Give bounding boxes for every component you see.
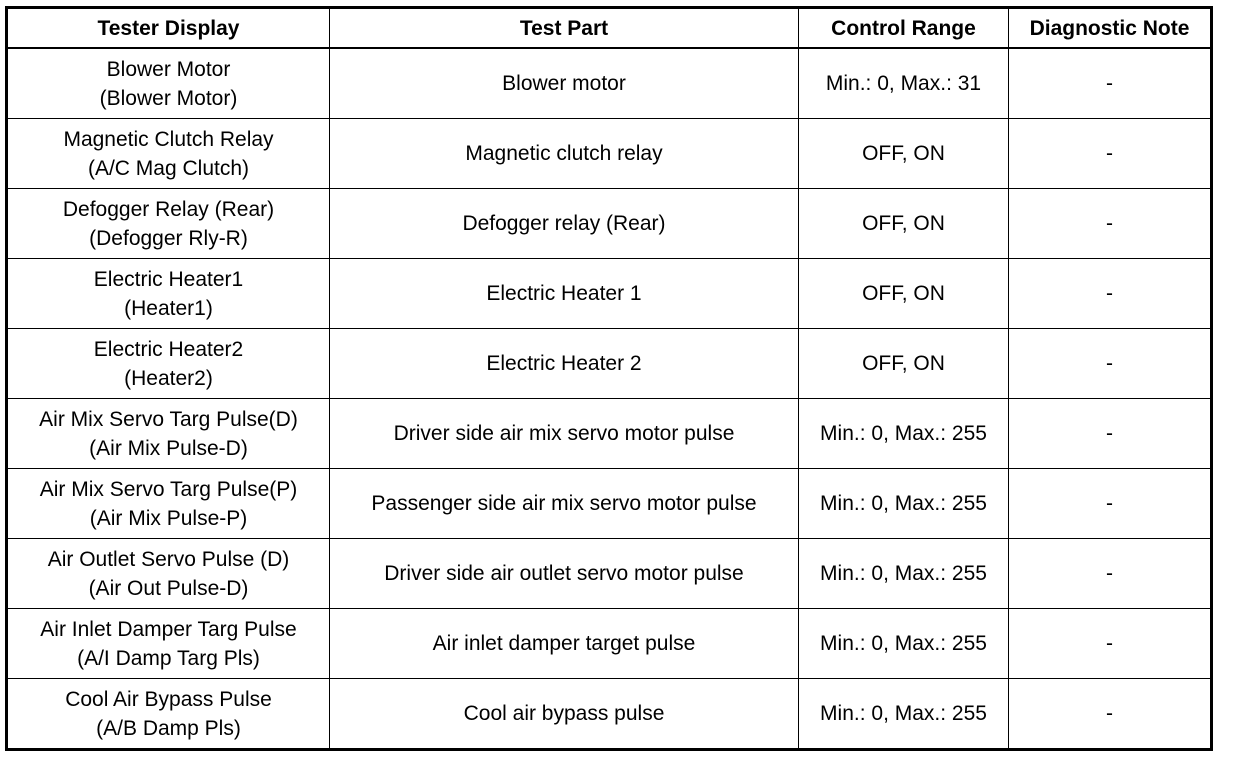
- cell-control-range: OFF, ON: [799, 259, 1009, 329]
- cell-tester-display: [7, 679, 330, 750]
- cell-diagnostic-note: -: [1009, 259, 1212, 329]
- cell-control-range: Min.: 0, Max.: 255: [799, 539, 1009, 609]
- table-row: [7, 329, 1212, 399]
- cell-tester-display: [7, 119, 330, 189]
- tester-display-name: Defogger Relay (Rear): [62, 197, 275, 221]
- cell-control-range: Min.: 0, Max.: 31: [799, 48, 1009, 119]
- cell-control-range: Min.: 0, Max.: 255: [799, 609, 1009, 679]
- header-control-range: Control Range: [799, 8, 1009, 49]
- cell-tester-display: [7, 48, 330, 119]
- tester-display-abbreviation: (A/C Mag Clutch): [87, 156, 250, 180]
- table-row: [7, 189, 1212, 259]
- table-header: [7, 8, 1212, 49]
- cell-test-part: Electric Heater 2: [330, 329, 799, 399]
- tester-display-name: Electric Heater1: [93, 267, 244, 291]
- table-row: [7, 609, 1212, 679]
- diagnostic-table: [5, 6, 1213, 751]
- table-row: [7, 259, 1212, 329]
- tester-display-name: Magnetic Clutch Relay: [63, 127, 274, 151]
- tester-display-abbreviation: (Air Mix Pulse-P): [89, 506, 248, 530]
- cell-control-range: OFF, ON: [799, 329, 1009, 399]
- cell-diagnostic-note: -: [1009, 469, 1212, 539]
- cell-test-part: Magnetic clutch relay: [330, 119, 799, 189]
- cell-tester-display: [7, 189, 330, 259]
- cell-tester-display: [7, 609, 330, 679]
- table-row: [7, 119, 1212, 189]
- table-row: [7, 539, 1212, 609]
- tester-display-abbreviation: (Air Mix Pulse-D): [89, 436, 248, 460]
- cell-tester-display: [7, 469, 330, 539]
- cell-diagnostic-note: -: [1009, 329, 1212, 399]
- cell-diagnostic-note: -: [1009, 48, 1212, 119]
- header-row: [7, 8, 1212, 49]
- tester-display-abbreviation: (Heater2): [124, 366, 213, 390]
- cell-test-part: Passenger side air mix servo motor pulse: [330, 469, 799, 539]
- cell-control-range: Min.: 0, Max.: 255: [799, 679, 1009, 750]
- cell-control-range: Min.: 0, Max.: 255: [799, 399, 1009, 469]
- tester-display-abbreviation: (Heater1): [124, 296, 213, 320]
- header-test-part: Test Part: [330, 8, 799, 49]
- table-row: [7, 469, 1212, 539]
- table-row: [7, 399, 1212, 469]
- tester-display-name: Cool Air Bypass Pulse: [65, 687, 272, 711]
- tester-display-abbreviation: (A/B Damp Pls): [96, 716, 241, 740]
- tester-display-abbreviation: (Defogger Rly-R): [89, 226, 248, 250]
- cell-test-part: Driver side air mix servo motor pulse: [330, 399, 799, 469]
- table-row: [7, 48, 1212, 119]
- table-body: [7, 48, 1212, 750]
- cell-test-part: Defogger relay (Rear): [330, 189, 799, 259]
- cell-test-part: Blower motor: [330, 48, 799, 119]
- tester-display-name: Blower Motor: [106, 57, 231, 81]
- cell-diagnostic-note: -: [1009, 119, 1212, 189]
- cell-diagnostic-note: -: [1009, 539, 1212, 609]
- cell-test-part: Electric Heater 1: [330, 259, 799, 329]
- tester-display-abbreviation: (Blower Motor): [99, 86, 238, 110]
- cell-test-part: Cool air bypass pulse: [330, 679, 799, 750]
- cell-test-part: Air inlet damper target pulse: [330, 609, 799, 679]
- tester-display-name: Air Mix Servo Targ Pulse(D): [39, 407, 298, 431]
- cell-diagnostic-note: -: [1009, 399, 1212, 469]
- tester-display-name: Air Mix Servo Targ Pulse(P): [39, 477, 298, 501]
- cell-tester-display: [7, 539, 330, 609]
- cell-tester-display: [7, 399, 330, 469]
- tester-display-name: Air Inlet Damper Targ Pulse: [40, 617, 297, 641]
- cell-control-range: Min.: 0, Max.: 255: [799, 469, 1009, 539]
- tester-display-name: Electric Heater2: [93, 337, 244, 361]
- tester-display-abbreviation: (A/I Damp Targ Pls): [77, 646, 260, 670]
- cell-diagnostic-note: -: [1009, 679, 1212, 750]
- tester-display-name: Air Outlet Servo Pulse (D): [47, 547, 290, 571]
- tester-display-abbreviation: (Air Out Pulse-D): [88, 576, 249, 600]
- cell-diagnostic-note: -: [1009, 609, 1212, 679]
- header-tester-display: Tester Display: [7, 8, 330, 49]
- cell-tester-display: [7, 329, 330, 399]
- cell-tester-display: [7, 259, 330, 329]
- cell-diagnostic-note: -: [1009, 189, 1212, 259]
- cell-test-part: Driver side air outlet servo motor pulse: [330, 539, 799, 609]
- table-row: [7, 679, 1212, 750]
- header-diagnostic-note: Diagnostic Note: [1009, 8, 1212, 49]
- cell-control-range: OFF, ON: [799, 119, 1009, 189]
- cell-control-range: OFF, ON: [799, 189, 1009, 259]
